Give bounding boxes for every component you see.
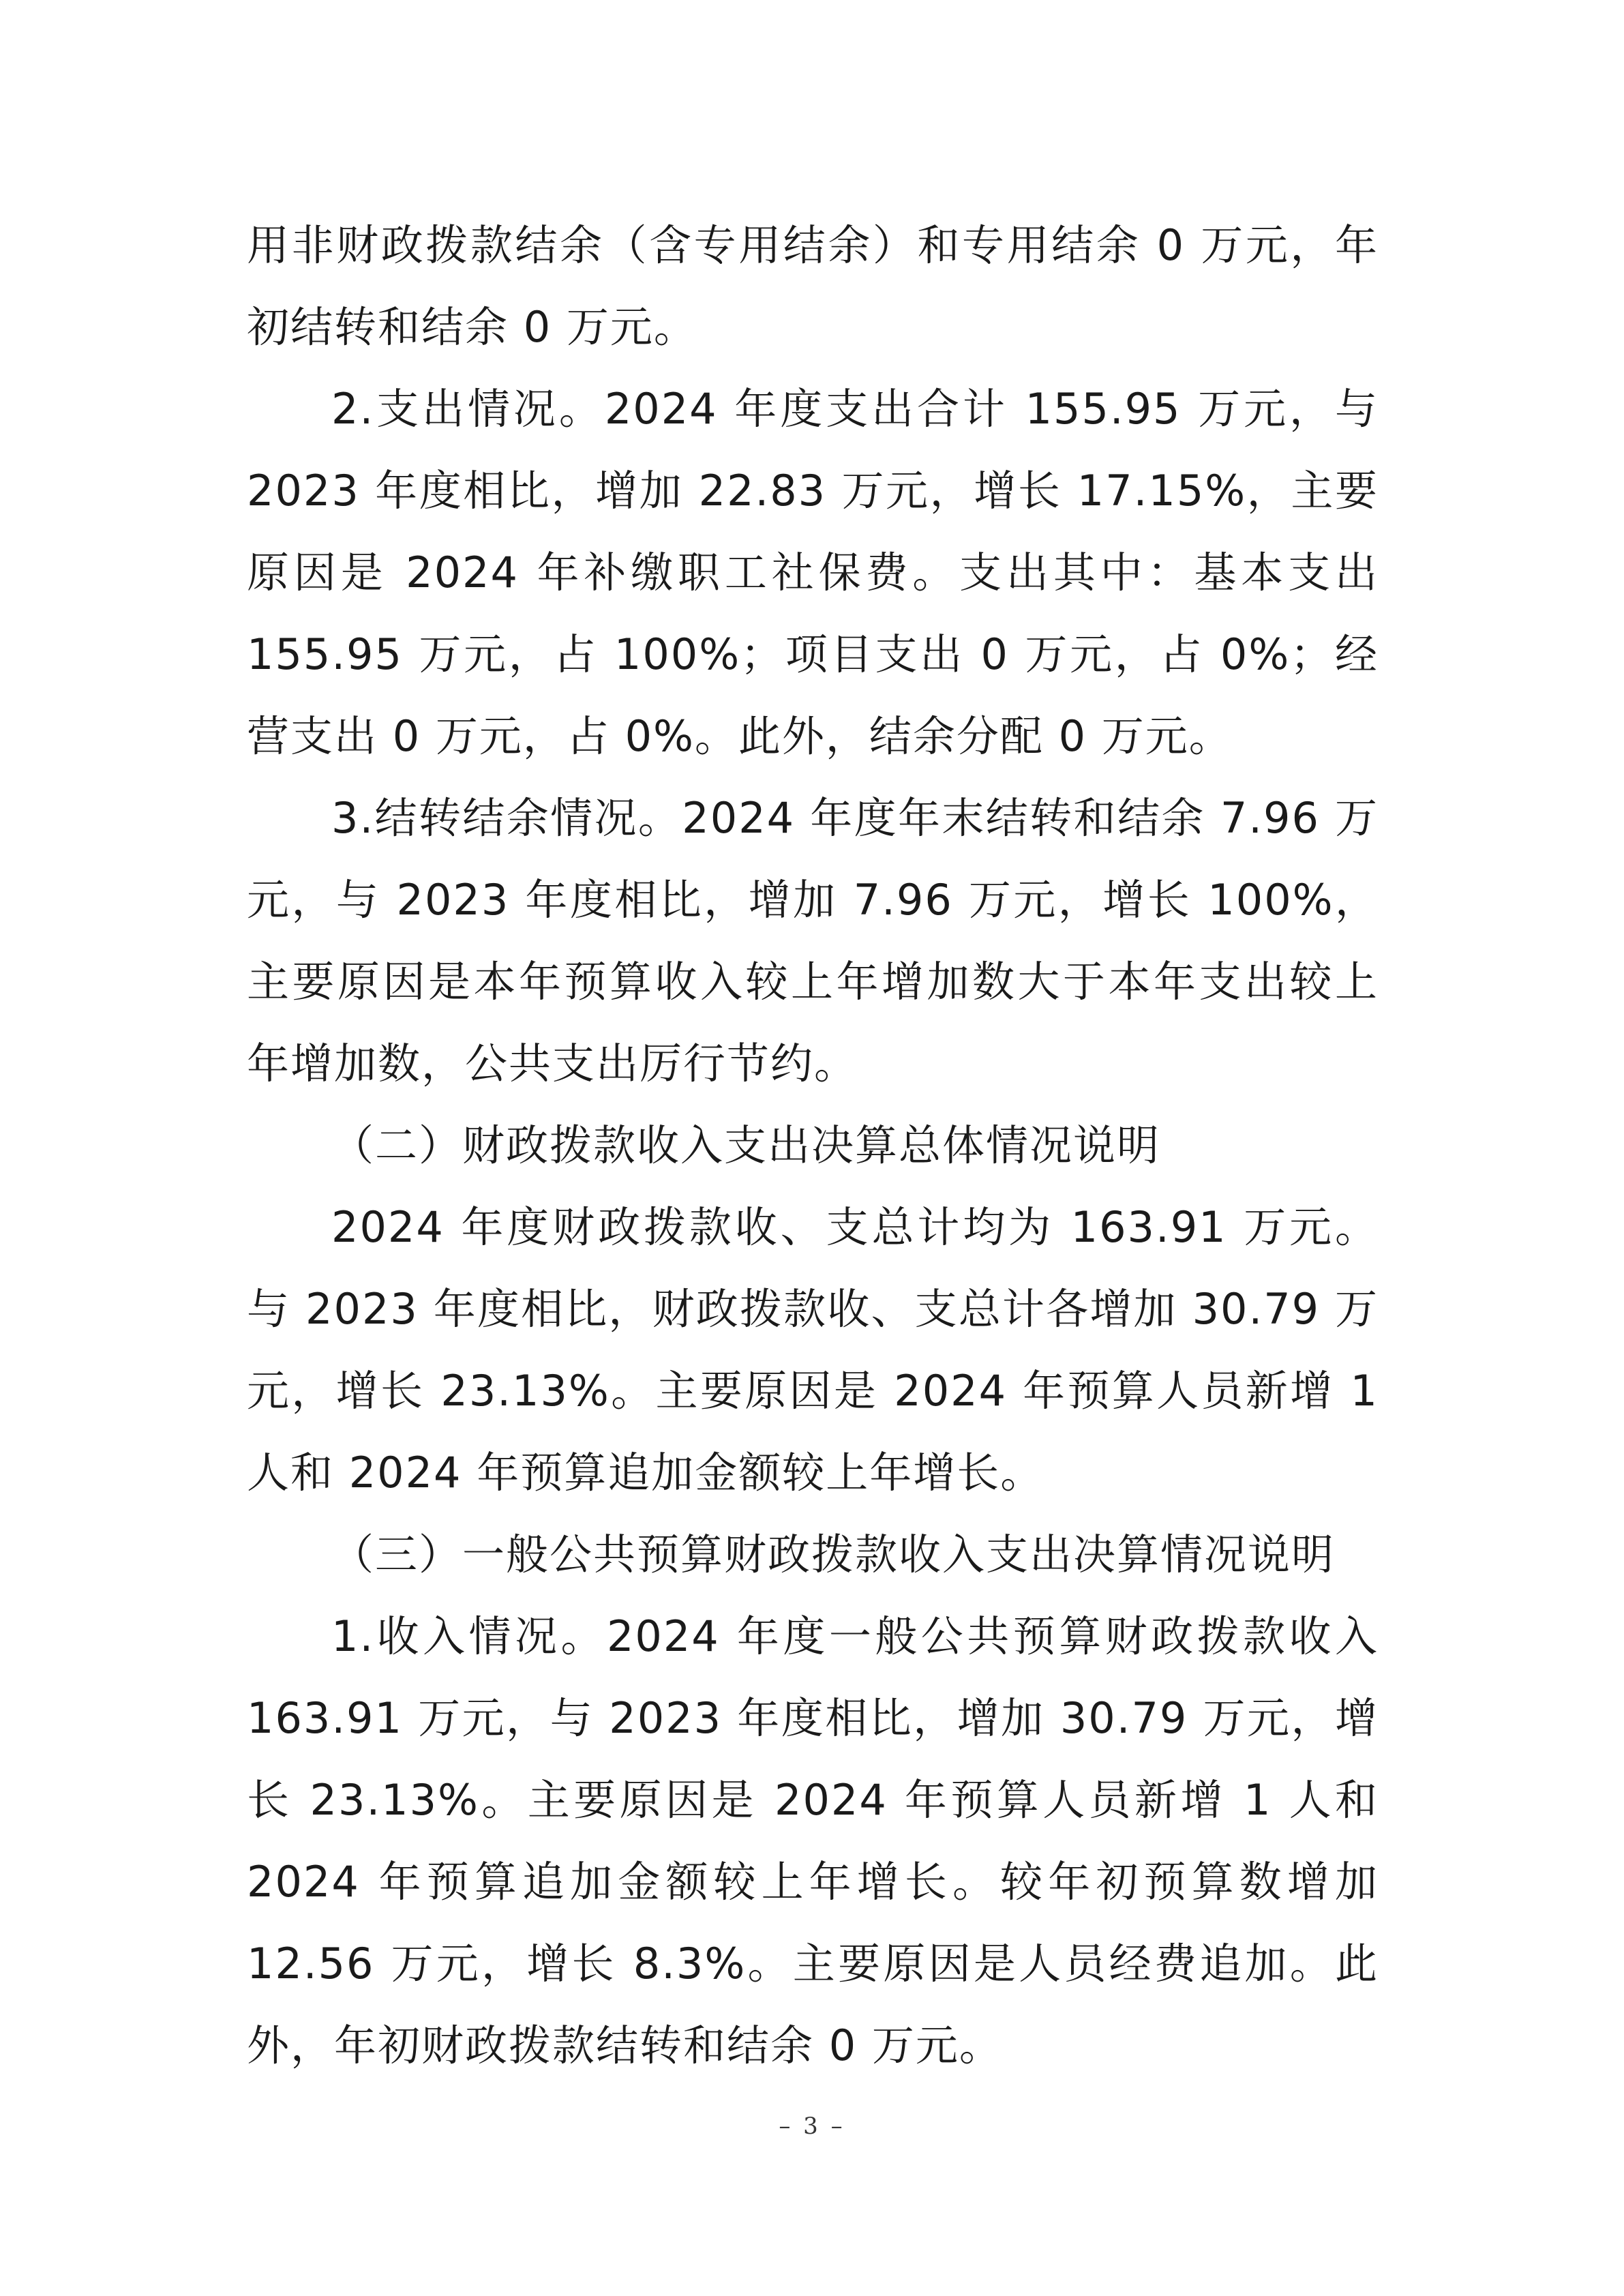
document-body [247, 205, 1379, 2087]
paragraph-income: 1.收入情况。2024 年度一般公共预算财政拨款收入 163.91 万元，与 2023 年度相比，增加 30.79 万元，增长 23.13%。主要原因是 2024 年预算人员新增 1 人和 2024 年预算追加金额较上年增长。较年初预算数增加 12.56 万元，增长 8.3%。主要原因是人员经费追加。此外，年初财政拨款结转和结余 0 万元。 [247, 1611, 1379, 2070]
section-heading-2: （二）财政拨款收入支出决算总体情况说明 [331, 1120, 1161, 1170]
paragraph-carryover-balance: 3.结转结余情况。2024 年度年末结转和结余 7.96 万元，与 2023 年度相比，增加 7.96 万元，增长 100%，主要原因是本年预算收入较上年增加数大于本年支出较上年增加数，公共支出厉行节约。 [247, 793, 1379, 1088]
page-number: – 3 – [779, 2113, 845, 2140]
section-heading-3: （三）一般公共预算财政拨款收入支出决算情况说明 [331, 1530, 1336, 1579]
paragraph-continuation: 用非财政拨款结余（含专用结余）和专用结余 0 万元，年初结转和结余 0 万元。 [247, 220, 1379, 352]
paragraph-expenditure: 2.支出情况。2024 年度支出合计 155.95 万元，与 2023 年度相比，增加 22.83 万元，增长 17.15%，主要原因是 2024 年补缴职工社保费。支出其中：基本支出 155.95 万元，占 100%；项目支出 0 万元，占 0%；经营支出 0 万元，占 0%。此外，结余分配 0 万元。 [247, 384, 1379, 761]
paragraph-fiscal-overview: 2024 年度财政拨款收、支总计均为 163.91 万元。与 2023 年度相比，财政拨款收、支总计各增加 30.79 万元，增长 23.13%。主要原因是 2024 年预算人员新增 1 人和 2024 年预算追加金额较上年增长。 [247, 1202, 1379, 1497]
